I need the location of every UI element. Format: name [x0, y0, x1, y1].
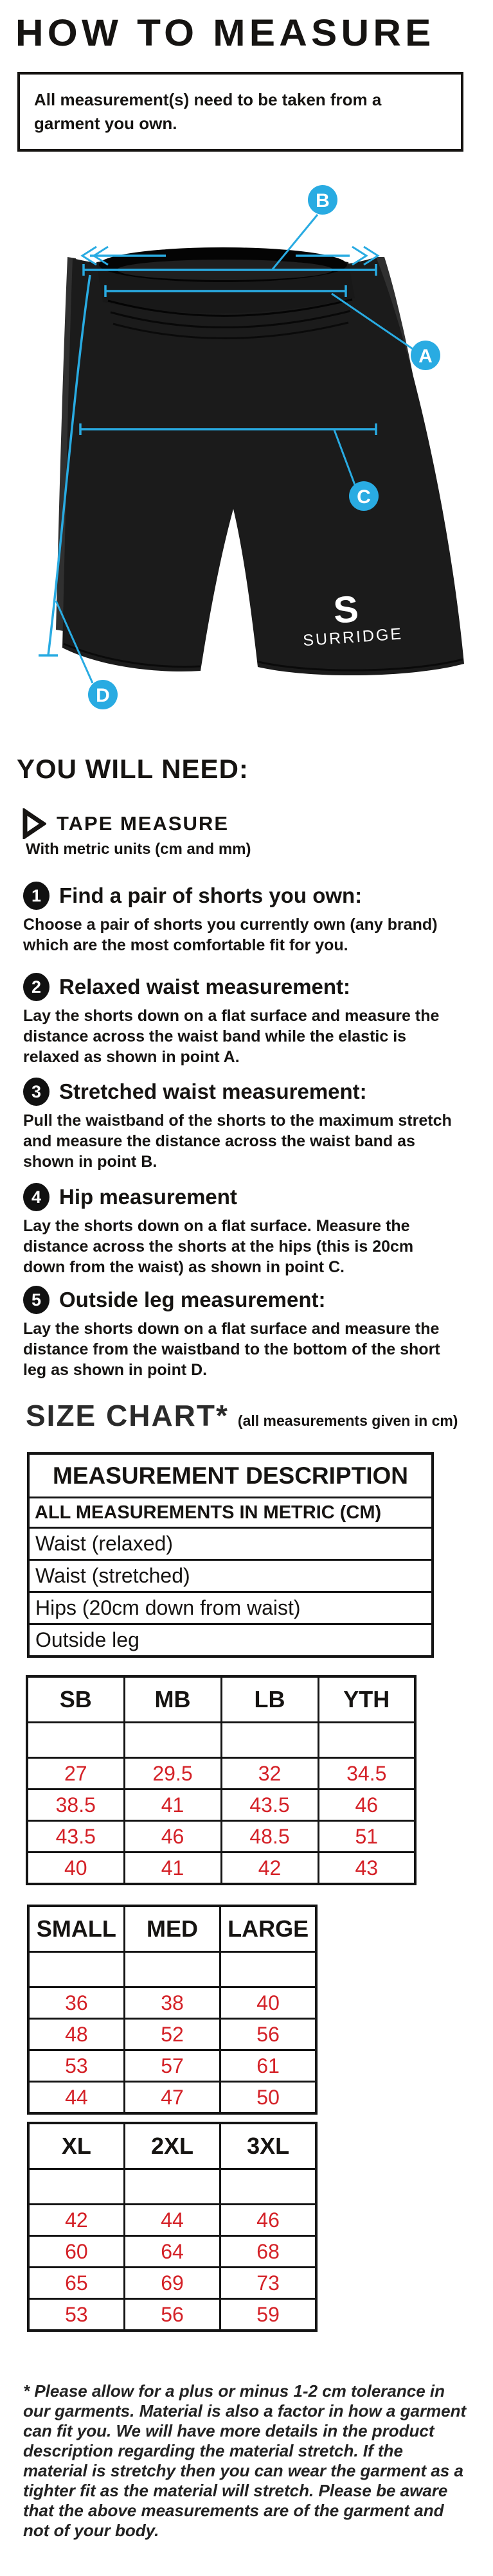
svg-text:D: D: [96, 685, 110, 706]
value-row: [28, 2299, 316, 2331]
value-row: [27, 1758, 415, 1790]
size-value: 43.5: [27, 1821, 124, 1852]
step-number: 5: [23, 1286, 49, 1314]
tape-measure-icon: [22, 808, 46, 839]
column-header: MED: [124, 1906, 220, 1952]
size-value: 41: [124, 1852, 221, 1885]
step-4-heading: [23, 1183, 473, 1211]
size-chart-subtitle: (all measurements given in cm): [237, 1412, 458, 1429]
column-header: MB: [124, 1676, 221, 1723]
step-body: Lay the shorts down on a flat surface and measure the distance from the waistband to the bottom of the short leg as shown in point D.: [23, 1320, 440, 1379]
spacer-row: [27, 1723, 415, 1758]
size-value: 44: [124, 2205, 220, 2236]
step-2-heading: [23, 973, 473, 1001]
measurement-table-subheader: ALL MEASUREMENTS IN METRIC (CM): [28, 1498, 433, 1528]
column-header: SMALL: [28, 1906, 124, 1952]
shorts-measurement-figure: [0, 180, 493, 745]
notice-text: All measurement(s) need to be taken from a garment you own.: [34, 90, 382, 133]
size-value: 59: [220, 2299, 316, 2331]
svg-text:A: A: [418, 346, 433, 367]
size-value: 44: [28, 2082, 124, 2114]
value-row: [27, 1790, 415, 1821]
step-title: Stretched waist measurement:: [59, 1079, 367, 1103]
marker-b: [308, 185, 337, 215]
size-value: 65: [28, 2268, 124, 2299]
size-value: 60: [28, 2236, 124, 2268]
value-row: [28, 2050, 316, 2082]
tape-measure-row: [22, 808, 229, 839]
size-value: 48: [28, 2019, 124, 2050]
value-row: [27, 1821, 415, 1852]
size-value: 51: [318, 1821, 415, 1852]
step-4: [23, 1183, 473, 1277]
step-number: 3: [23, 1078, 49, 1106]
size-value: 50: [220, 2082, 316, 2114]
size-value: 69: [124, 2268, 220, 2299]
size-value: 43: [318, 1852, 415, 1885]
size-value: 56: [220, 2019, 316, 2050]
column-header: LARGE: [220, 1906, 316, 1952]
step-title: Find a pair of shorts you own:: [59, 884, 363, 907]
step-3-heading: [23, 1078, 473, 1106]
step-body: Choose a pair of shorts you currently own (any brand) which are the most comfortable fit for you.: [23, 916, 438, 954]
step-2: [23, 973, 473, 1067]
footnote: * Please allow for a plus or minus 1-2 cm tolerance in our garments. Material is also a factor in how a garment can fit you. We will have more details in the product description regarding the material stretch. If the material is stretchy then you can wear the garment as a tighter fit as the material will stretch. Please be aware that the above measurements are of the garment and not of your body.: [23, 2381, 467, 2540]
value-row: [28, 2205, 316, 2236]
size-value: 53: [28, 2050, 124, 2082]
size-value: 73: [220, 2268, 316, 2299]
size-value: 48.5: [221, 1821, 318, 1852]
size-value: 40: [220, 1987, 316, 2019]
size-value: 61: [220, 2050, 316, 2082]
step-5-heading: [23, 1286, 473, 1314]
step-body: Pull the waistband of the shorts to the maximum stretch and measure the distance across the waist band as shown in point B.: [23, 1112, 452, 1171]
step-1-heading: [23, 882, 473, 910]
svg-text:B: B: [316, 190, 330, 211]
size-value: 56: [124, 2299, 220, 2331]
value-row: [28, 2082, 316, 2114]
size-value: 34.5: [318, 1758, 415, 1790]
step-number: 1: [23, 882, 49, 910]
column-header: 2XL: [124, 2123, 220, 2169]
size-table-header-row: [28, 1906, 316, 1952]
size-value: 38: [124, 1987, 220, 2019]
size-value: 41: [124, 1790, 221, 1821]
value-row: [28, 1987, 316, 2019]
size-table-adult: [27, 1905, 318, 2115]
size-chart-title: SIZE CHART*: [26, 1399, 229, 1432]
step-number: 4: [23, 1183, 49, 1211]
size-value: 36: [28, 1987, 124, 2019]
size-value: 47: [124, 2082, 220, 2114]
surridge-wordmark: SURRIDGE: [302, 625, 404, 650]
step-title: Hip measurement: [59, 1185, 237, 1209]
size-value: 52: [124, 2019, 220, 2050]
measurement-row: Waist (stretched): [28, 1560, 433, 1592]
step-title: Relaxed waist measurement:: [59, 975, 351, 999]
column-header: SB: [27, 1676, 124, 1723]
size-value: 42: [221, 1852, 318, 1885]
size-value: 38.5: [27, 1790, 124, 1821]
svg-text:C: C: [357, 486, 371, 508]
size-value: 64: [124, 2236, 220, 2268]
size-chart-heading: [26, 1398, 458, 1433]
page-title: HOW TO MEASURE: [15, 12, 435, 54]
column-header: LB: [221, 1676, 318, 1723]
value-row: [28, 2019, 316, 2050]
measurement-row: Hips (20cm down from waist): [28, 1592, 433, 1624]
size-table-xl: [27, 2122, 318, 2332]
size-value: 27: [27, 1758, 124, 1790]
spacer-row: [28, 2169, 316, 2205]
size-value: 57: [124, 2050, 220, 2082]
size-table-header-row: [27, 1676, 415, 1723]
measurement-row: Outside leg: [28, 1624, 433, 1657]
measurement-table-header: MEASUREMENT DESCRIPTION: [28, 1453, 433, 1498]
size-value: 32: [221, 1758, 318, 1790]
size-table-header-row: [28, 2123, 316, 2169]
column-header: 3XL: [220, 2123, 316, 2169]
size-value: 29.5: [124, 1758, 221, 1790]
size-value: 68: [220, 2236, 316, 2268]
size-value: 53: [28, 2299, 124, 2331]
size-value: 42: [28, 2205, 124, 2236]
tape-measure-label: TAPE MEASURE: [57, 812, 229, 835]
step-title: Outside leg measurement:: [59, 1288, 326, 1311]
notice-box: [17, 72, 463, 152]
spacer-row: [28, 1952, 316, 1987]
size-table-boys: [26, 1675, 417, 1885]
step-1: [23, 882, 473, 955]
size-value: 46: [318, 1790, 415, 1821]
you-will-need-heading: YOU WILL NEED:: [17, 754, 249, 784]
step-body: Lay the shorts down on a flat surface. Measure the distance across the shorts at the hips (this is 20cm down from the waist) as shown in point C.: [23, 1217, 414, 1276]
shorts-body: [62, 257, 464, 675]
column-header: YTH: [318, 1676, 415, 1723]
value-row: [28, 2236, 316, 2268]
tape-measure-detail: With metric units (cm and mm): [26, 840, 251, 858]
step-number: 2: [23, 973, 49, 1001]
size-value: 46: [220, 2205, 316, 2236]
size-value: 46: [124, 1821, 221, 1852]
size-value: 43.5: [221, 1790, 318, 1821]
step-3: [23, 1078, 473, 1172]
measurement-description-table: [27, 1452, 434, 1658]
measurement-row: Waist (relaxed): [28, 1528, 433, 1560]
step-body: Lay the shorts down on a flat surface and measure the distance across the waist band while the elastic is relaxed as shown in point A.: [23, 1007, 440, 1066]
size-value: 40: [27, 1852, 124, 1885]
column-header: XL: [28, 2123, 124, 2169]
value-row: [27, 1852, 415, 1885]
marker-c: [349, 481, 379, 511]
marker-d: [88, 680, 118, 709]
value-row: [28, 2268, 316, 2299]
marker-a: [411, 341, 440, 370]
surridge-monogram-icon: S: [332, 588, 360, 632]
step-5: [23, 1286, 473, 1380]
